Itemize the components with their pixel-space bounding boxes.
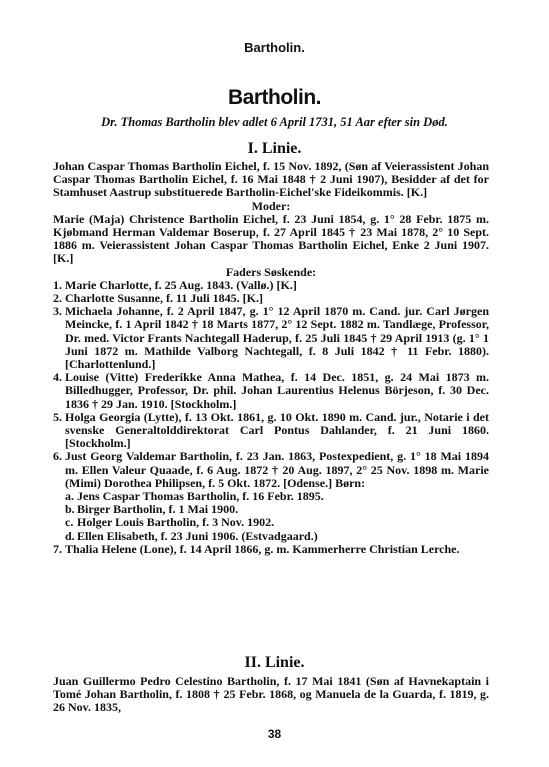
list-item-text: Holga Georgia (Lytte), f. 13 Okt. 1861, g. 10 Okt. 1890 m. Cand. jur., Notarie i det svenske Generaltolddirektorat Carl Pontus Dahlander, f. 21 Juni 1860. [Stockholm.]: [65, 409, 489, 451]
linie-1-intro: Johan Caspar Thomas Bartholin Eichel, f. 15 Nov. 1892, (Søn af Veierassistent Johan Caspar Thomas Bartholin Eichel, f. 16 Mai 1848 † 2 Juni 1907), Besidder af det for Stamhuset Aastrup substituerede Bartholin-Eichel'ske Fideikommis. [K.]: [53, 159, 489, 200]
siblings-list: [53, 279, 489, 556]
list-item-number: 4.: [53, 370, 62, 385]
list-item-text: Louise (Vitte) Frederikke Anna Mathea, f. 14 Dec. 1851, g. 24 Mai 1873 m. Billedhugger, Professor, Dr. phil. Johan Laurentius Helenus Börjeson, f. 30 Dec. 1836 † 29 Jan. 1910. [Stockholm.]: [65, 370, 489, 411]
linie-2-intro: Juan Guillermo Pedro Celestino Bartholin, f. 17 Mai 1841 (Søn af Havnekaptain i Tomé Johan Bartholin, f. 1808 † 25 Febr. 1868, og Manuela de la Guarda, f. 1819, g. 26 Nov. 1835,: [53, 674, 489, 715]
section-heading-linie-2: II. Linie.: [244, 654, 305, 671]
list-item-number: 5.: [53, 409, 62, 424]
list-item: [53, 450, 489, 542]
list-item-number: 1.: [53, 277, 62, 292]
list-item: [53, 305, 489, 371]
list-item-number: 2.: [53, 291, 62, 306]
child-item-text: Ellen Elisabeth, f. 23 Juni 1906. (Estvadgaard.): [77, 528, 318, 543]
child-item-letter: a.: [65, 489, 74, 504]
list-item: [53, 543, 489, 556]
list-item-text: Michaela Johanne, f. 2 April 1847, g. 1° 12 April 1870 m. Cand. jur. Carl Jørgen Meincke, f. 1 April 1842 † 18 Marts 1877, 2° 12 Sept. 1882 m. Tandlæge, Professor, Dr. med. Victor Frants Nachtegall Haderup, f. 25 Juli 1845 † 29 April 1913 (g. 1° 1 Juni 1872 m. Mathilde Valborg Nachtegall, f. 8 Juli 1842 † 11 Febr. 1880). [Charlottenlund.]: [65, 304, 489, 372]
moder-label: Moder:: [251, 198, 291, 213]
soskende-label: Faders Søskende:: [225, 264, 317, 279]
subtitle: Dr. Thomas Bartholin blev adlet 6 April 1731, 51 Aar efter sin Død.: [101, 115, 448, 129]
child-item-letter: d.: [65, 528, 75, 543]
running-head: Bartholin.: [244, 40, 305, 55]
list-item-text: Marie Charlotte, f. 25 Aug. 1843. (Vallø.) [K.]: [65, 277, 297, 292]
list-item: [53, 371, 489, 411]
list-item-text: Charlotte Susanne, f. 11 Juli 1845. [K.]: [65, 291, 264, 306]
child-item-letter: c.: [65, 515, 74, 530]
moder-text: Marie (Maja) Christence Bartholin Eichel, f. 23 Juni 1854, g. 1° 28 Febr. 1875 m. Kjøbmand Herman Valdemar Boserup, f. 27 April 1845 † 23 Mai 1878, 2° 10 Sept. 1886 m. Veierassistent Johan Caspar Thomas Bartholin Eichel, Enke 2 Juni 1907. [K.]: [53, 211, 489, 266]
list-item-text: Just Georg Valdemar Bartholin, f. 23 Jan. 1863, Postexpedient, g. 1° 18 Mai 1894 m. Ellen Valeur Quaade, f. 6 Aug. 1872 † 20 Aug. 1897, 2° 25 Nov. 1898 m. Marie (Mimi) Dorothea Philipsen, f. 5 Okt. 1872. [Odense.] Børn:: [65, 449, 489, 490]
child-item-text: Birger Bartholin, f. 1 Mai 1900.: [77, 502, 239, 517]
list-item-number: 6.: [53, 449, 62, 464]
child-item-letter: b.: [65, 502, 75, 517]
children-list: [65, 490, 489, 543]
page-title: Bartholin.: [228, 86, 321, 109]
list-item-number: 3.: [53, 304, 62, 319]
list-item-text: Thalia Helene (Lone), f. 14 April 1866, g. m. Kammerherre Christian Lerche.: [65, 541, 460, 556]
page-number: 38: [267, 727, 282, 741]
section-heading-linie-1: I. Linie.: [247, 140, 302, 157]
linie-2-block: [53, 675, 489, 715]
child-item-text: Jens Caspar Thomas Bartholin, f. 16 Febr. 1895.: [77, 489, 324, 504]
list-item: [53, 411, 489, 451]
linie-1-block: [53, 160, 489, 556]
child-item-text: Holger Louis Bartholin, f. 3 Nov. 1902.: [77, 515, 275, 530]
list-item-number: 7.: [53, 541, 62, 556]
